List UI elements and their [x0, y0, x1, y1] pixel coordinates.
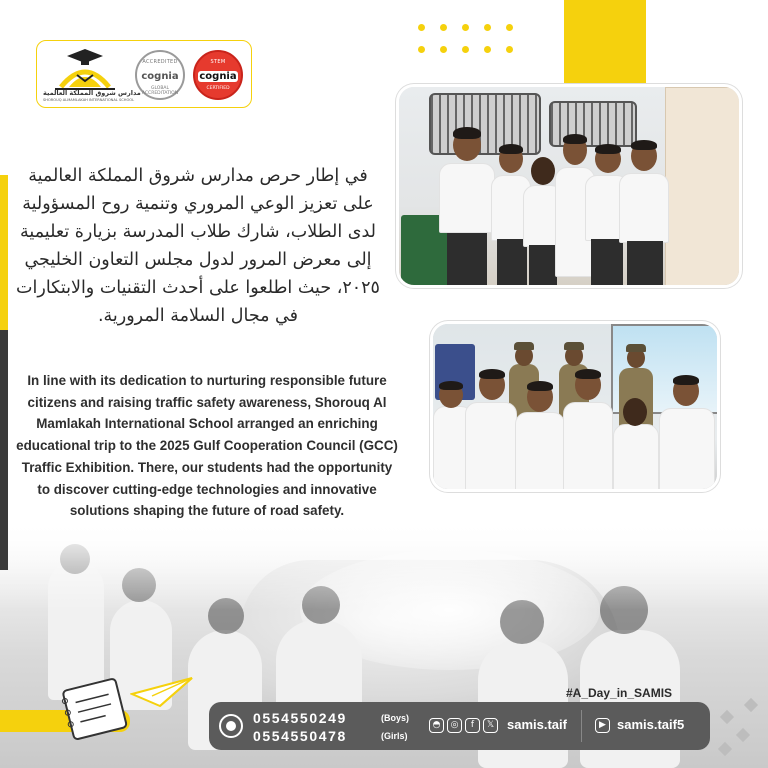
- phone-girls-tag: (Girls): [381, 731, 408, 741]
- paper-plane-doodle: [130, 674, 194, 710]
- social-handle[interactable]: samis.taif: [507, 717, 567, 732]
- stem-badge: [193, 50, 243, 100]
- school-name-english: SHOROUQ ALMAMLAKAH INTERNATIONAL SCHOOL: [43, 98, 135, 102]
- phone-boys-tag: (Boys): [381, 713, 410, 723]
- english-description: In line with its dedication to nurturing responsible future citizens and raising traffic safety awareness, Shorouq Al Mamlakah International School arranged an enriching educational trip to the 2025 Gulf Cooperation Council (GCC) Traffic Exhibition. There, our students had the opportunity to discover cutting-edge technologies and innovative solutions shaping the future of road safety.: [16, 373, 398, 519]
- display-shelf: [665, 87, 742, 287]
- photo-students-with-officers: [430, 321, 720, 492]
- dark-side-bar: [0, 330, 8, 570]
- instagram-icon[interactable]: ◎: [447, 718, 462, 733]
- background-fade: [0, 520, 768, 610]
- yellow-top-bar: [564, 0, 646, 88]
- phone-girls[interactable]: 0554550478: [253, 728, 347, 744]
- school-name-arabic: مدارس شروق المملكة العالمية: [43, 89, 141, 97]
- badge-stem-main: cognia: [199, 71, 237, 82]
- x-icon[interactable]: 𝕏: [483, 718, 498, 733]
- accredited-badge: [135, 50, 185, 100]
- car-grille: [429, 93, 541, 155]
- badge-stem-top: STEM: [210, 59, 226, 65]
- yellow-side-bar: [0, 175, 8, 335]
- badge-accredited-main: cognia: [141, 71, 179, 82]
- logo-card: [36, 40, 252, 108]
- contact-bar: [209, 702, 710, 750]
- badge-stem-bottom: CERTIFIED: [206, 86, 230, 91]
- badge-accredited-bottom: GLOBAL ACCREDITATION: [141, 86, 179, 96]
- facebook-icon[interactable]: f: [465, 718, 480, 733]
- divider: [581, 710, 582, 742]
- yellow-dots: [418, 24, 538, 64]
- phone-boys[interactable]: 0554550249: [253, 710, 347, 726]
- photo-students-exhibition: [396, 84, 742, 288]
- youtube-icon[interactable]: ▶: [595, 718, 610, 733]
- whatsapp-icon[interactable]: [219, 714, 243, 738]
- hashtag: #A_Day_in_SAMIS: [566, 686, 673, 700]
- arabic-description: في إطار حرص مدارس شروق المملكة العالمية على تعزيز الوعي المروري وتنمية روح المسؤولية لدى الطلاب، شارك طلاب المدرسة بزيارة تعليمية إلى معرض المرور لدول مجلس التعاون الخليجي ٢٠٢٥، حيث اطلعوا على أحدث التقنيات والابتكارات في مجال السلامة المرورية.: [16, 166, 380, 326]
- youtube-handle[interactable]: samis.taif5: [617, 717, 685, 732]
- snapchat-icon[interactable]: ◓: [429, 718, 444, 733]
- badge-accredited-top: ACCREDITED: [142, 59, 178, 65]
